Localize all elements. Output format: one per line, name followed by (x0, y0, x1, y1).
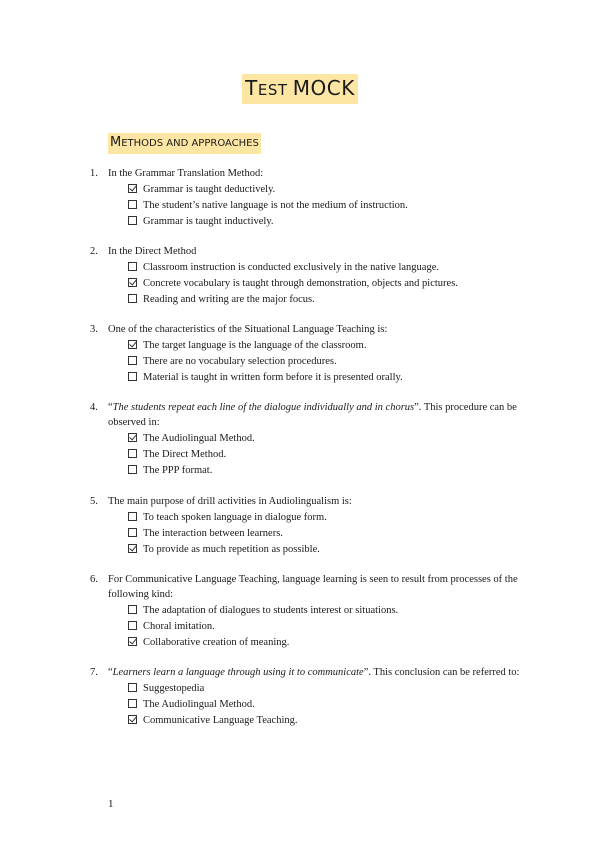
question-stem: The main purpose of drill activities in Audiolingualism is: (108, 496, 352, 507)
option[interactable] (128, 713, 530, 729)
question-number: 7. (90, 667, 98, 678)
checkbox-icon[interactable] (128, 465, 137, 474)
question-7 (90, 665, 530, 729)
option[interactable] (128, 198, 530, 214)
option-list (128, 431, 530, 479)
question-stem: In the Grammar Translation Method: (108, 168, 264, 179)
option-label: Collaborative creation of meaning. (143, 637, 290, 648)
option[interactable] (128, 182, 530, 198)
option-label: Suggestopedia (143, 683, 205, 694)
question-number: 5. (90, 496, 98, 507)
option-label: The interaction between learners. (143, 528, 283, 539)
quote-italic: Learners learn a language through using it to communicate (112, 667, 364, 678)
checked-box-icon[interactable] (128, 715, 137, 724)
option[interactable] (128, 431, 530, 447)
option[interactable] (128, 260, 530, 276)
option[interactable] (128, 681, 530, 697)
checked-box-icon[interactable] (128, 340, 137, 349)
option[interactable] (128, 619, 530, 635)
option-label: Reading and writing are the major focus. (143, 294, 315, 305)
option-label: The adaptation of dialogues to students interest or situations. (143, 605, 399, 616)
option-list (128, 338, 530, 386)
option-label: The Audiolingual Method. (143, 433, 255, 444)
checkbox-icon[interactable] (128, 449, 137, 458)
option-label: Grammar is taught inductively. (143, 216, 274, 227)
option[interactable] (128, 542, 530, 558)
question-number: 1. (90, 168, 98, 179)
question-stem: “Learners learn a language through using it to communicate”. This conclusion can be referred to: (108, 667, 520, 678)
checkbox-icon[interactable] (128, 294, 137, 303)
checkbox-icon[interactable] (128, 683, 137, 692)
option[interactable] (128, 635, 530, 651)
question-number: 3. (90, 324, 98, 335)
option-label: To provide as much repetition as possible. (143, 544, 320, 555)
option-label: Classroom instruction is conducted exclusively in the native language. (143, 262, 439, 273)
option[interactable] (128, 526, 530, 542)
checkbox-icon[interactable] (128, 699, 137, 708)
option-list (128, 603, 530, 651)
page-number: 1 (108, 798, 114, 810)
checkbox-icon[interactable] (128, 216, 137, 225)
question-1 (90, 166, 530, 230)
question-number: 2. (90, 246, 98, 257)
checked-box-icon[interactable] (128, 433, 137, 442)
question-4 (90, 400, 530, 479)
option-label: Communicative Language Teaching. (143, 715, 298, 726)
question-number: 4. (90, 402, 98, 413)
option-list (128, 510, 530, 558)
checkbox-icon[interactable] (128, 528, 137, 537)
checkbox-icon[interactable] (128, 372, 137, 381)
option[interactable] (128, 276, 530, 292)
checkbox-icon[interactable] (128, 200, 137, 209)
option-list (128, 260, 530, 308)
option[interactable] (128, 338, 530, 354)
title-container (0, 74, 600, 104)
option-label: Grammar is taught deductively. (143, 184, 276, 195)
option[interactable] (128, 354, 530, 370)
question-stem: One of the characteristics of the Situational Language Teaching is: (108, 324, 388, 335)
option[interactable] (128, 510, 530, 526)
question-2 (90, 244, 530, 308)
question-stem: In the Direct Method (108, 246, 197, 257)
option-label: The Audiolingual Method. (143, 699, 255, 710)
question-6 (90, 572, 530, 651)
checkbox-icon[interactable] (128, 621, 137, 630)
checked-box-icon[interactable] (128, 278, 137, 287)
quote-italic: The students repeat each line of the dialogue individually and in chorus (112, 402, 415, 413)
option[interactable] (128, 292, 530, 308)
option-label: The target language is the language of the classroom. (143, 340, 367, 351)
option[interactable] (128, 603, 530, 619)
checked-box-icon[interactable] (128, 637, 137, 646)
checked-box-icon[interactable] (128, 184, 137, 193)
option-label: Concrete vocabulary is taught through demonstration, objects and pictures. (143, 278, 458, 289)
option[interactable] (128, 370, 530, 386)
question-5 (90, 494, 530, 558)
option-label: Choral imitation. (143, 621, 215, 632)
option-label: There are no vocabulary selection procedures. (143, 356, 337, 367)
question-number: 6. (90, 574, 98, 585)
option-list (128, 182, 530, 230)
option-list (128, 681, 530, 729)
page-title: TEST MOCK (242, 74, 358, 104)
question-stem: “The students repeat each line of the dialogue individually and in chorus”. This procedure can be observed in: (108, 402, 517, 428)
question-stem: For Communicative Language Teaching, language learning is seen to result from processes of the following kind: (108, 574, 518, 600)
option-label: Material is taught in written form before it is presented orally. (143, 372, 403, 383)
option-label: The student’s native language is not the medium of instruction. (143, 200, 408, 211)
checked-box-icon[interactable] (128, 544, 137, 553)
option[interactable] (128, 214, 530, 230)
section-heading: METHODS AND APPROACHES (108, 133, 261, 154)
checkbox-icon[interactable] (128, 262, 137, 271)
checkbox-icon[interactable] (128, 512, 137, 521)
option-label: The Direct Method. (143, 449, 227, 460)
option[interactable] (128, 697, 530, 713)
option[interactable] (128, 447, 530, 463)
option-label: The PPP format. (143, 465, 213, 476)
option[interactable] (128, 463, 530, 479)
checkbox-icon[interactable] (128, 605, 137, 614)
question-3 (90, 322, 530, 386)
checkbox-icon[interactable] (128, 356, 137, 365)
option-label: To teach spoken language in dialogue form. (143, 512, 327, 523)
